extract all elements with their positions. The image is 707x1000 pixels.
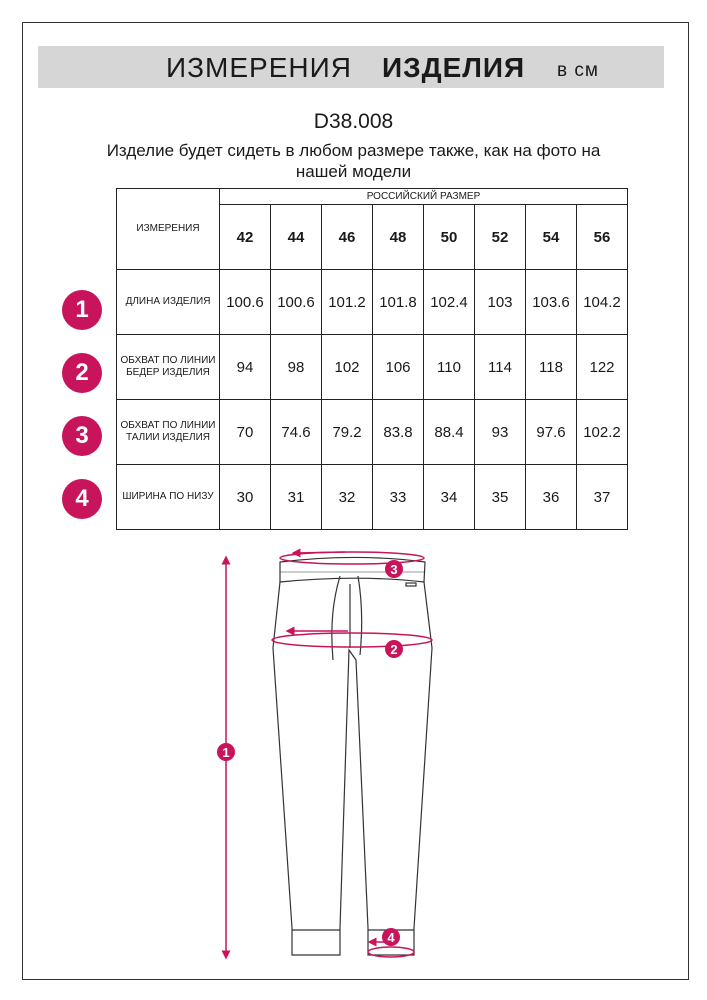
table-cell: 93 xyxy=(475,400,526,465)
table-cell: 79.2 xyxy=(322,400,373,465)
table-cell: 83.8 xyxy=(373,400,424,465)
title-product: ИЗДЕЛИЯ xyxy=(382,52,526,83)
marker-length: 1 xyxy=(222,745,230,760)
table-cell: 37 xyxy=(577,465,628,530)
table-cell: 100.6 xyxy=(220,270,271,335)
table-cell: 102 xyxy=(322,335,373,400)
table-cell: 118 xyxy=(526,335,577,400)
table-cell: 88.4 xyxy=(424,400,475,465)
table-cell: 103.6 xyxy=(526,270,577,335)
table-cell: 35 xyxy=(475,465,526,530)
table-cell: 122 xyxy=(577,335,628,400)
marker-hem: 4 xyxy=(387,930,395,945)
table-cell: 101.8 xyxy=(373,270,424,335)
row-label: ОБХВАТ ПО ЛИНИИ ТАЛИИ ИЗДЕЛИЯ xyxy=(117,400,220,465)
table-cell: 110 xyxy=(424,335,475,400)
measure-lines xyxy=(226,552,432,957)
size-header: 48 xyxy=(373,205,424,270)
diagram-markers xyxy=(217,560,403,946)
fit-note: Изделие будет сидеть в любом размере также, как на фото на нашей модели xyxy=(106,141,601,181)
russian-size-header: РОССИЙСКИЙ РАЗМЕР xyxy=(220,189,628,205)
table-cell: 36 xyxy=(526,465,577,530)
table-cell: 102.4 xyxy=(424,270,475,335)
row-number-badge: 3 xyxy=(62,416,102,456)
size-header: 42 xyxy=(220,205,271,270)
table-cell: 70 xyxy=(220,400,271,465)
marker-hips: 2 xyxy=(390,642,398,657)
table-cell: 102.2 xyxy=(577,400,628,465)
row-number-badge: 2 xyxy=(62,353,102,393)
size-header: 56 xyxy=(577,205,628,270)
size-header: 50 xyxy=(424,205,475,270)
table-cell: 32 xyxy=(322,465,373,530)
row-label: ШИРИНА ПО НИЗУ xyxy=(117,465,220,530)
measurements-header: ИЗМЕРЕНИЯ xyxy=(117,189,220,270)
size-header: 54 xyxy=(526,205,577,270)
table-cell: 34 xyxy=(424,465,475,530)
title-measurements: ИЗМЕРЕНИЯ xyxy=(166,52,352,83)
table-cell: 31 xyxy=(271,465,322,530)
size-header: 46 xyxy=(322,205,373,270)
size-header: 44 xyxy=(271,205,322,270)
table-cell: 30 xyxy=(220,465,271,530)
size-header: 52 xyxy=(475,205,526,270)
table-cell: 103 xyxy=(475,270,526,335)
table-cell: 101.2 xyxy=(322,270,373,335)
table-cell: 98 xyxy=(271,335,322,400)
title-unit: в см xyxy=(557,60,599,81)
pants-outline xyxy=(273,558,432,956)
table-cell: 97.6 xyxy=(526,400,577,465)
marker-waist: 3 xyxy=(390,562,398,577)
table-cell: 94 xyxy=(220,335,271,400)
product-code: D38.008 xyxy=(313,110,394,133)
row-number-badge: 4 xyxy=(62,479,102,519)
row-label: ОБХВАТ ПО ЛИНИИ БЕДЕР ИЗДЕЛИЯ xyxy=(117,335,220,400)
table-cell: 106 xyxy=(373,335,424,400)
table-cell: 114 xyxy=(475,335,526,400)
table-cell: 74.6 xyxy=(271,400,322,465)
row-number-badge: 1 xyxy=(62,290,102,330)
table-cell: 100.6 xyxy=(271,270,322,335)
table-cell: 104.2 xyxy=(577,270,628,335)
row-label: ДЛИНА ИЗДЕЛИЯ xyxy=(117,270,220,335)
table-cell: 33 xyxy=(373,465,424,530)
